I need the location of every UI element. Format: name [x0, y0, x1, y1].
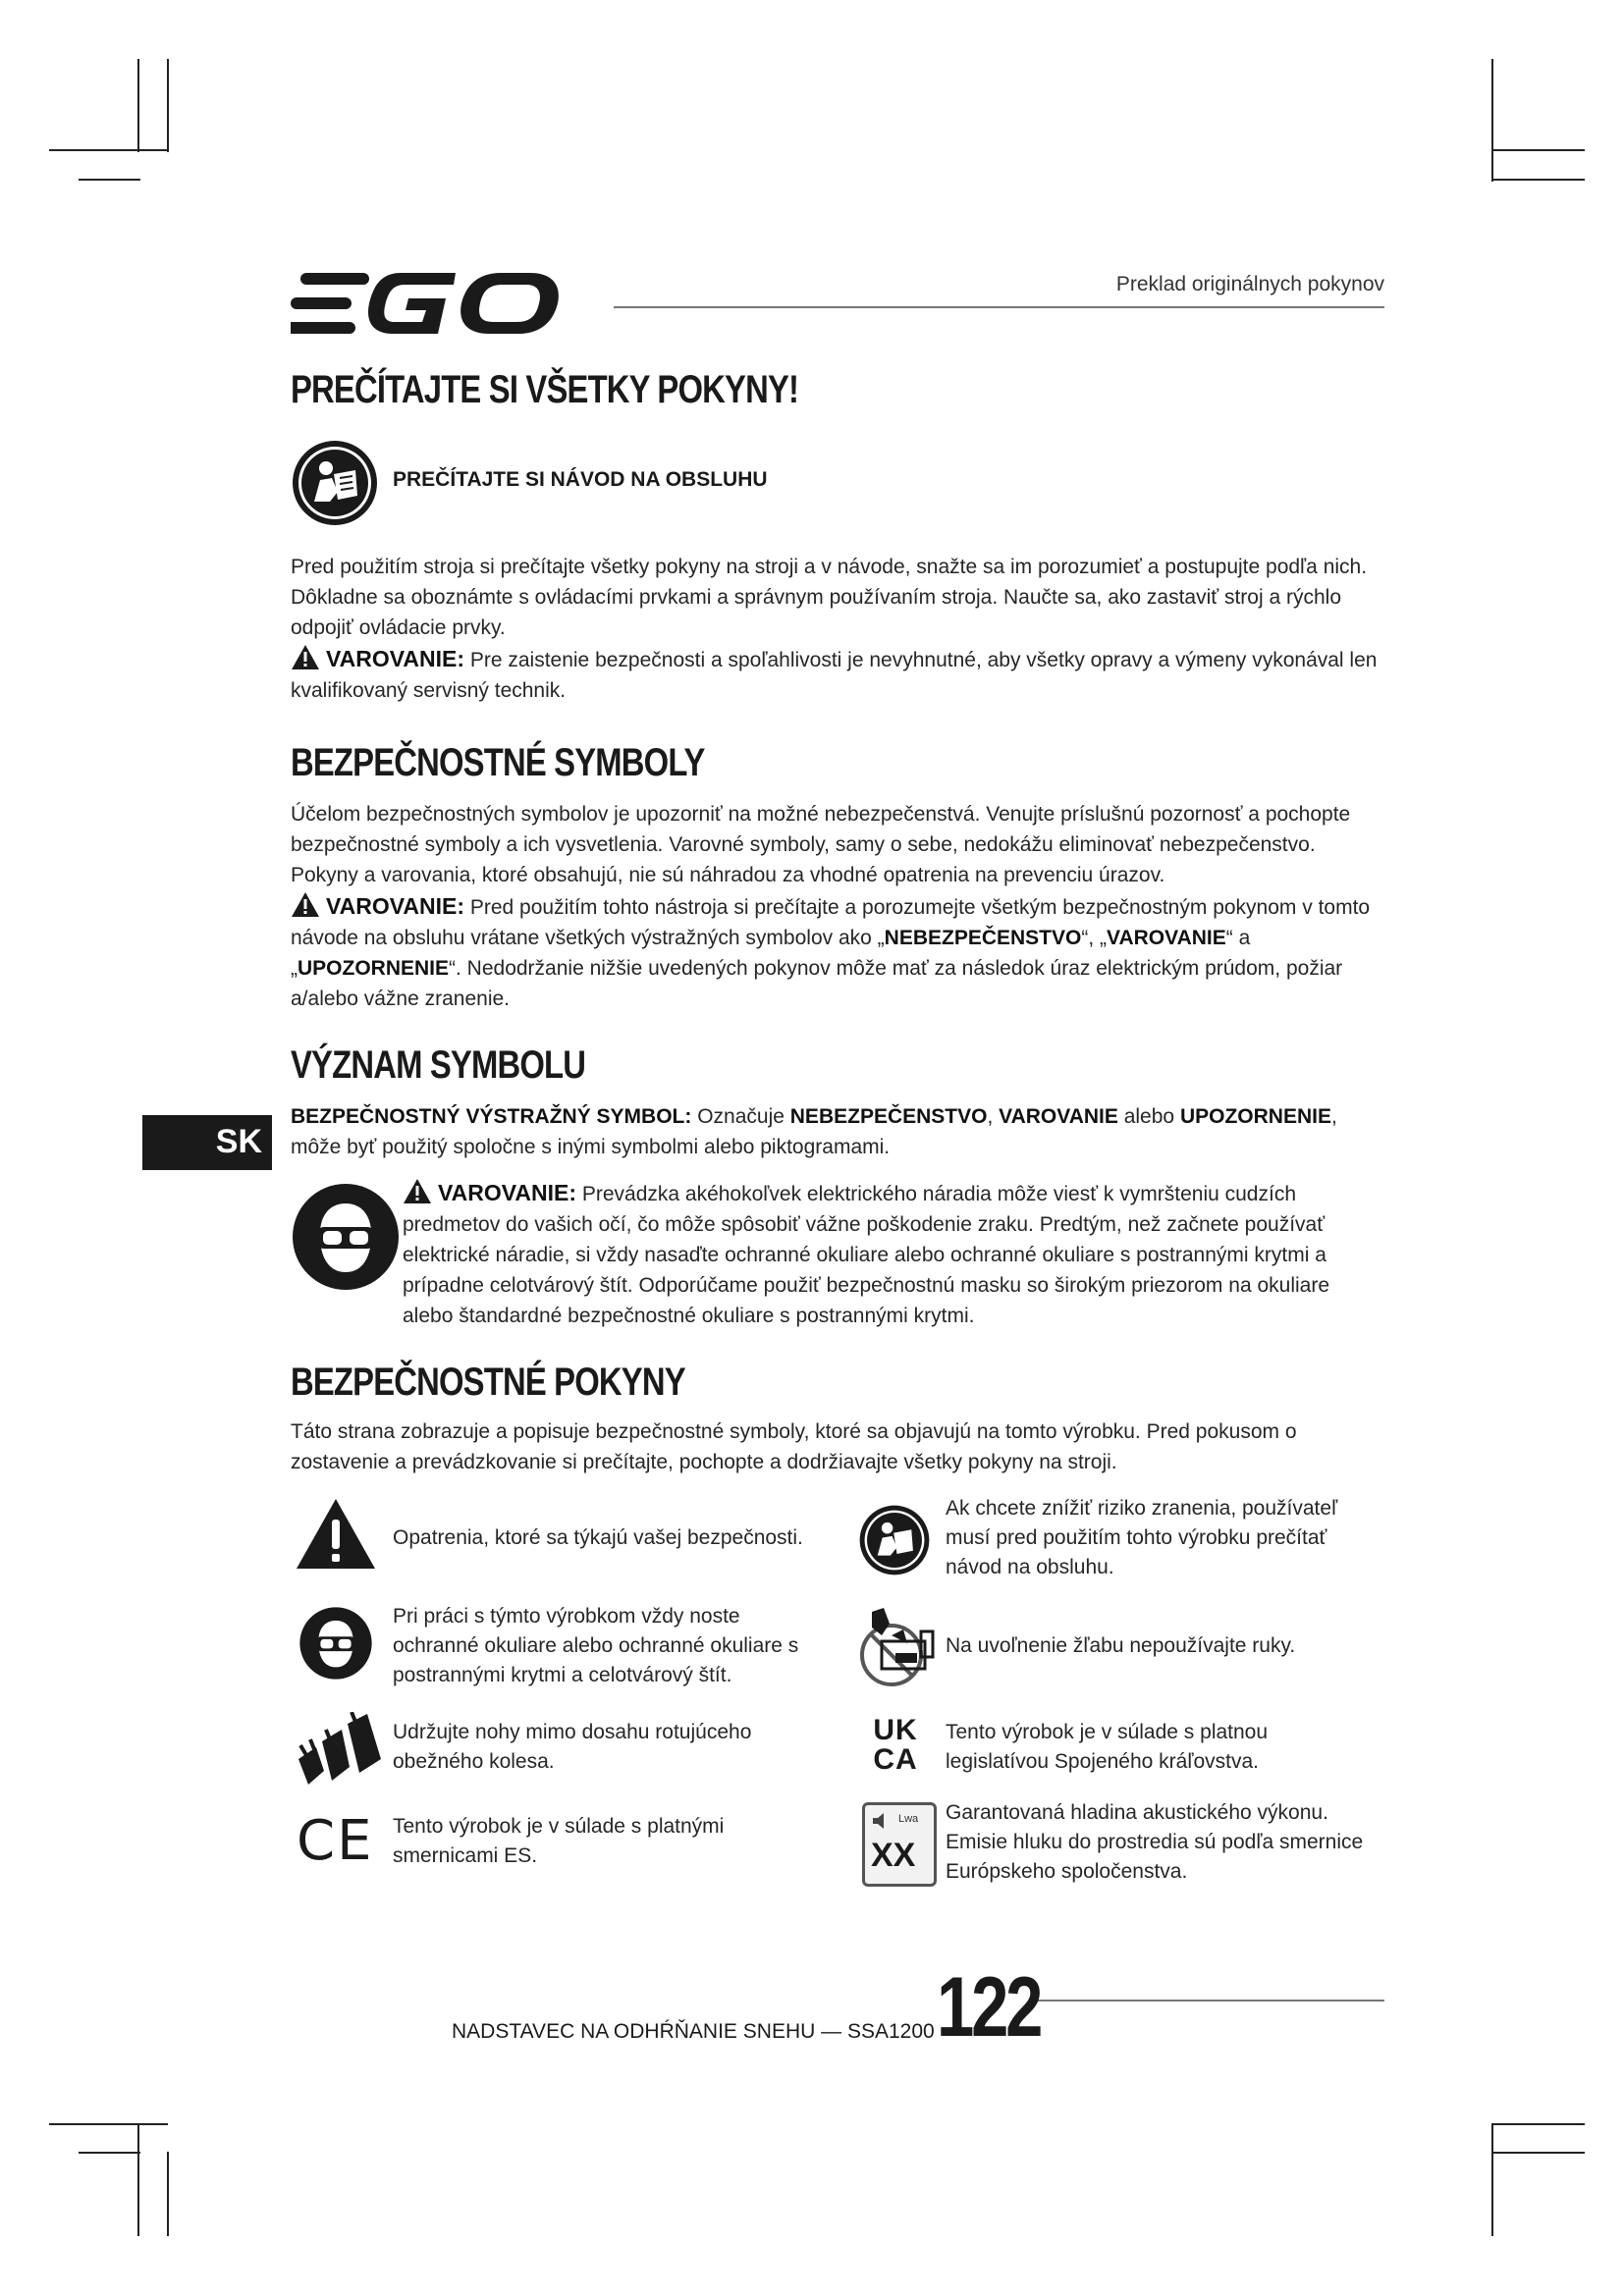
- warning-word: VAROVANIE: [999, 1105, 1118, 1128]
- warning-text: “. Nedodržanie nižšie uvedených pokynov môže mať za následok úraz elektrickým prúdom, požiar a/alebo vážne zranenie.: [291, 957, 1343, 1010]
- crop-mark: [1491, 2152, 1585, 2154]
- caution-word: UPOZORNENIE: [1179, 1105, 1331, 1128]
- read-all-paragraph: Pred použitím stroja si prečítajte všetky pokyny na stroji a v návode, snažte sa im porozumieť a postupujte podľa nich. Dôkladne sa oboznámte s ovládacími prvkami a správnym používaním stroja. Naučte sa, ako zastaviť stroj a rýchlo odpojiť ovládacie prvky.: [291, 556, 1368, 639]
- safety-symbols-paragraph: Účelom bezpečnostných symbolov je upozorniť na možné nebezpečenstvá. Venujte príslušnú pozornosť a pochopte bezpečnostné symboly a ich vysvetlenia. Varovné symboly, samy o sebe, nedokážu eliminovať nebezpečenstvo. Pokyny a varovania, ktoré obsahujú, nie sú náhradou za vhodné opatrenia na prevenciu úrazov.: [291, 803, 1351, 886]
- safety-instructions-paragraph: Táto strana zobrazuje a popisuje bezpečnostné symboly, ktoré sa objavujú na tomto výrobku. Pred pokusom o zostavenie a prevádzkovanie si prečítajte, pochopte a dodržiavajte všetky pokyny na stroji.: [291, 1420, 1297, 1473]
- speaker-icon: [871, 1811, 891, 1831]
- warning-text: Prevádzka akéhokoľvek elektrického náradia môže viesť k vymršteniu cudzích predmetov do vašich očí, čo môže spôsobiť vážne poškodenie zraku. Predtým, než začnete používať elektrické náradie, si vždy nasaďte ochranné okuliare alebo ochranné okuliare s postrannými krytmi a prípadne celotvárový štít. Odporúčame použiť bezpečnostnú masku so širokým priezorom na okuliare alebo štandardné bezpečnostné okuliare s postrannými krytmi.: [403, 1183, 1329, 1327]
- symbol-desc-chute: Na uvoľnenie žľabu nepoužívajte ruky.: [946, 1634, 1296, 1657]
- crop-mark: [137, 2123, 139, 2236]
- page-number: 122: [937, 1960, 1041, 2055]
- ukca-bottom: CA: [873, 1743, 918, 1776]
- danger-word: NEBEZPEČENSTVO: [884, 927, 1082, 949]
- symbol-desc-goggles: Pri práci s týmto výrobkom vždy noste ochranné okuliare alebo ochranné okuliare s postrannými krytmi a celotvárový štít.: [393, 1605, 799, 1686]
- ce-mark-icon: [297, 1809, 375, 1873]
- sound-power-icon: [862, 1802, 937, 1887]
- crop-mark: [167, 2152, 169, 2236]
- crop-mark: [1491, 179, 1585, 181]
- symbol-meaning-lead: [291, 1101, 1385, 1162]
- ukca-top: UK: [873, 1714, 918, 1746]
- crop-mark: [137, 59, 139, 152]
- section-title-read-all: PREČÍTAJTE SI VŠETKY POKYNY!: [291, 368, 799, 411]
- symbol-desc-safety: Opatrenia, ktoré sa týkajú vašej bezpečnosti.: [393, 1526, 803, 1549]
- symbol-desc-read-manual: Ak chcete znížiť riziko zranenia, používateľ musí pred použitím tohto výrobku prečítať návod na obsluhu.: [946, 1497, 1338, 1578]
- symbol-desc-ukca: Tento výrobok je v súlade s platnou legislatívou Spojeného kráľovstva.: [946, 1721, 1269, 1773]
- sound-unit: Lwa: [898, 1813, 919, 1825]
- warning-triangle-icon: [291, 644, 320, 670]
- read-all-warning: [291, 644, 1385, 706]
- separator: “ a „: [291, 927, 1251, 980]
- crop-mark: [1491, 2123, 1493, 2236]
- warning-text: Pred použitím tohto nástroja si prečítajte a porozumejte všetkým bezpečnostným pokynom v tomto návode na obsluhu vrátane všetkých výstražných symbolov ako „: [291, 896, 1371, 949]
- sound-value: XX: [871, 1837, 916, 1874]
- crop-mark: [1491, 59, 1493, 182]
- symbol-desc-ce: Tento výrobok je v súlade s platnými smernicami ES.: [393, 1815, 725, 1867]
- header-subtitle: Preklad originálnych pokynov: [1115, 273, 1384, 295]
- ego-logo-icon: [291, 269, 585, 338]
- crop-mark: [167, 59, 169, 152]
- crop-mark: [1491, 2123, 1585, 2125]
- caution-word: UPOZORNENIE: [298, 957, 450, 980]
- warning-word: VAROVANIE: [1107, 927, 1226, 949]
- crop-mark: [79, 179, 140, 181]
- footer-rule: [1031, 2000, 1384, 2002]
- symbol-desc-sound: Garantovaná hladina akustického výkonu. Emisie hluku do prostredia sú podľa smernice Európskeho spoločenstva.: [946, 1801, 1364, 1883]
- section-title-safety-instructions: BEZPEČNOSTNÉ POKYNY: [291, 1361, 685, 1404]
- ukca-mark-icon: [866, 1716, 925, 1779]
- warning-text: Pre zaistenie bezpečnosti a spoľahlivosti je nevyhnutné, aby všetky opravy a výmeny vykonával len kvalifikovaný servisný technik.: [291, 649, 1378, 702]
- separator: “, „: [1081, 927, 1108, 949]
- crop-mark: [1491, 149, 1585, 151]
- section-title-symbol-meaning: VÝZNAM SYMBOLU: [291, 1043, 586, 1087]
- language-tab-label: SK: [215, 1123, 262, 1160]
- safety-goggles-icon: [298, 1606, 373, 1685]
- read-manual-icon: [858, 1504, 931, 1581]
- danger-word: NEBEZPEČENSTVO: [789, 1105, 988, 1128]
- lead-bold: BEZPEČNOSTNÝ VÝSTRAŽNÝ SYMBOL:: [291, 1105, 692, 1128]
- crop-mark: [79, 2152, 140, 2154]
- warning-label: VAROVANIE:: [326, 893, 464, 919]
- safety-goggles-icon: [291, 1182, 401, 1297]
- lead-text: alebo: [1117, 1105, 1180, 1128]
- goggles-warning: [403, 1178, 1345, 1331]
- crop-mark: [49, 2123, 168, 2125]
- section-title-safety-symbols: BEZPEČNOSTNÉ SYMBOLY: [291, 741, 705, 784]
- header-rule: [614, 306, 1384, 308]
- lead-text: , môže byť použitý spoločne s inými symbolmi alebo piktogramami.: [291, 1105, 1337, 1158]
- safety-symbols-warning: [291, 891, 1371, 1014]
- read-manual-icon: [291, 439, 379, 532]
- warning-triangle-icon: [403, 1178, 432, 1204]
- manual-label: PREČÍTAJTE SI NÁVOD NA OBSLUHU: [393, 468, 768, 491]
- ce-mark-text: CE: [297, 1809, 374, 1873]
- warning-label: VAROVANIE:: [438, 1180, 576, 1205]
- warning-triangle-icon: [295, 1496, 377, 1575]
- no-hands-chute-icon: [852, 1602, 939, 1693]
- language-tab: [142, 1115, 272, 1170]
- symbol-desc-feet: Udržujte nohy mimo dosahu rotujúceho obežného kolesa.: [393, 1721, 752, 1773]
- footer-product: NADSTAVEC NA ODHŔŇANIE SNEHU — SSA1200: [452, 2020, 935, 2043]
- feet-away-icon: [295, 1712, 383, 1795]
- warning-triangle-icon: [291, 891, 320, 918]
- lead-text: ,: [987, 1105, 1000, 1128]
- ego-logo: [291, 269, 585, 338]
- lead-text: Označuje: [691, 1105, 790, 1128]
- crop-mark: [49, 149, 168, 151]
- warning-label: VAROVANIE:: [326, 646, 464, 671]
